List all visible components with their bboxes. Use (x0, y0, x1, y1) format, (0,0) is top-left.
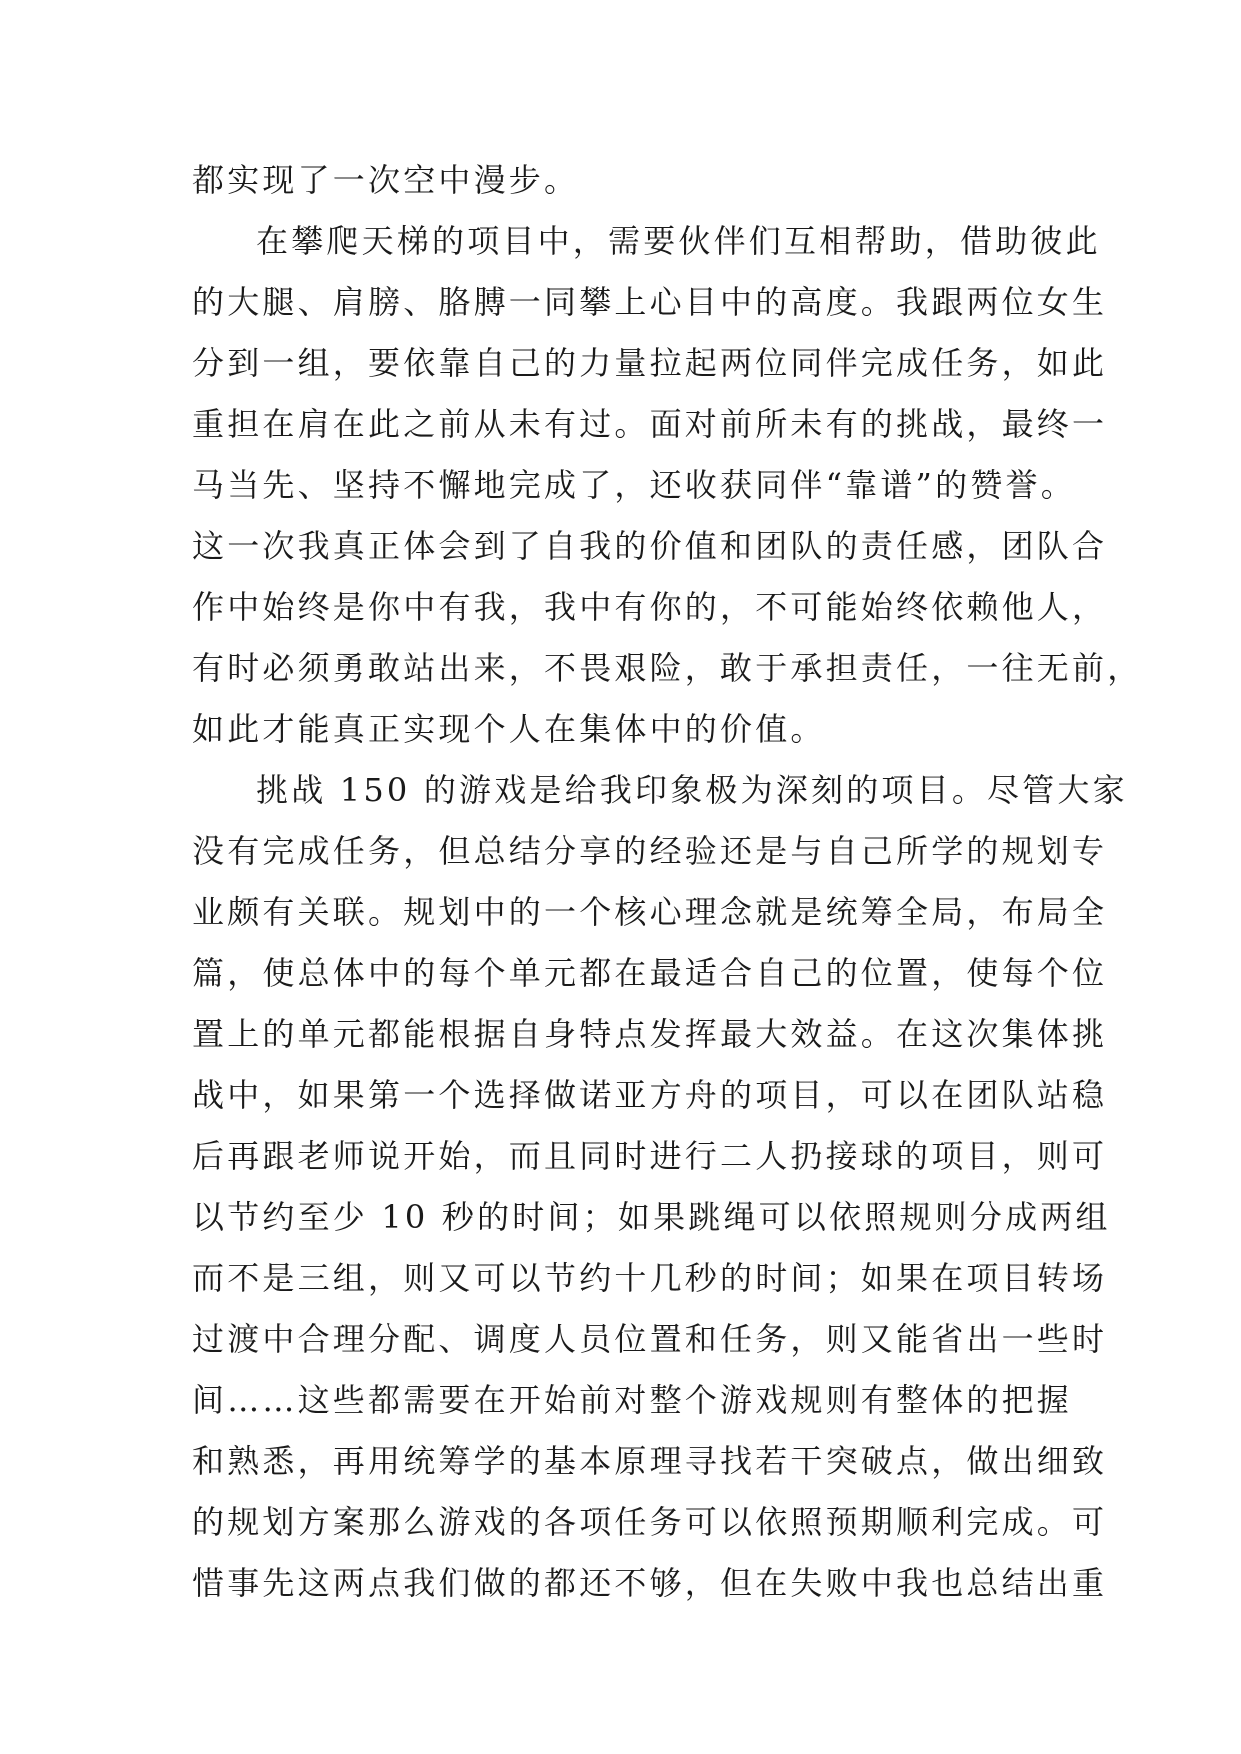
text-line: 间……这些都需要在开始前对整个游戏规则有整体的把握 (192, 1381, 1073, 1419)
text-line: 分到一组，要依靠自己的力量拉起两位同伴完成任务，如此 (192, 344, 1108, 382)
text-line: 重担在肩在此之前从未有过。面对前所未有的挑战，最终一 (192, 405, 1108, 443)
text-line: 在攀爬天梯的项目中，需要伙伴们互相帮助，借助彼此 (256, 222, 1101, 260)
text-line: 而不是三组，则又可以节约十几秒的时间；如果在项目转场 (192, 1259, 1108, 1297)
text-line: 惜事先这两点我们做的都还不够，但在失败中我也总结出重 (192, 1564, 1108, 1602)
text-line: 战中，如果第一个选择做诺亚方舟的项目，可以在团队站稳 (192, 1076, 1108, 1114)
paragraph-3 (192, 760, 1128, 1614)
text-line: 的大腿、肩膀、胳膊一同攀上心目中的高度。我跟两位女生 (192, 283, 1108, 321)
paragraph-2 (192, 211, 1143, 760)
text-line: 有时必须勇敢站出来，不畏艰险，敢于承担责任，一往无前， (192, 649, 1143, 687)
text-line: 后再跟老师说开始，而且同时进行二人扔接球的项目，则可 (192, 1137, 1108, 1175)
text-line: 这一次我真正体会到了自我的价值和团队的责任感，团队合 (192, 527, 1108, 565)
text-line: 业颇有关联。规划中的一个核心理念就是统筹全局，布局全 (192, 893, 1108, 931)
text-line: 以节约至少 10 秒的时间；如果跳绳可以依照规则分成两组 (192, 1198, 1111, 1236)
text-line: 都实现了一次空中漫步。 (192, 161, 580, 199)
text-line: 如此才能真正实现个人在集体中的价值。 (192, 710, 826, 748)
text-line: 过渡中合理分配、调度人员位置和任务，则又能省出一些时 (192, 1320, 1108, 1358)
paragraph-1 (192, 150, 1052, 211)
text-line: 的规划方案那么游戏的各项任务可以依照预期顺利完成。可 (192, 1503, 1108, 1541)
text-line: 和熟悉，再用统筹学的基本原理寻找若干突破点，做出细致 (192, 1442, 1108, 1480)
text-line: 马当先、坚持不懈地完成了，还收获同伴“靠谱”的赞誉。 (192, 466, 1076, 504)
body-text (192, 150, 1143, 1614)
text-line: 作中始终是你中有我，我中有你的，不可能始终依赖他人， (192, 588, 1108, 626)
text-line: 挑战 150 的游戏是给我印象极为深刻的项目。尽管大家 (256, 771, 1128, 809)
text-line: 置上的单元都能根据自身特点发挥最大效益。在这次集体挑 (192, 1015, 1108, 1053)
text-line: 篇，使总体中的每个单元都在最适合自己的位置，使每个位 (192, 954, 1108, 992)
text-line: 没有完成任务，但总结分享的经验还是与自己所学的规划专 (192, 832, 1108, 870)
